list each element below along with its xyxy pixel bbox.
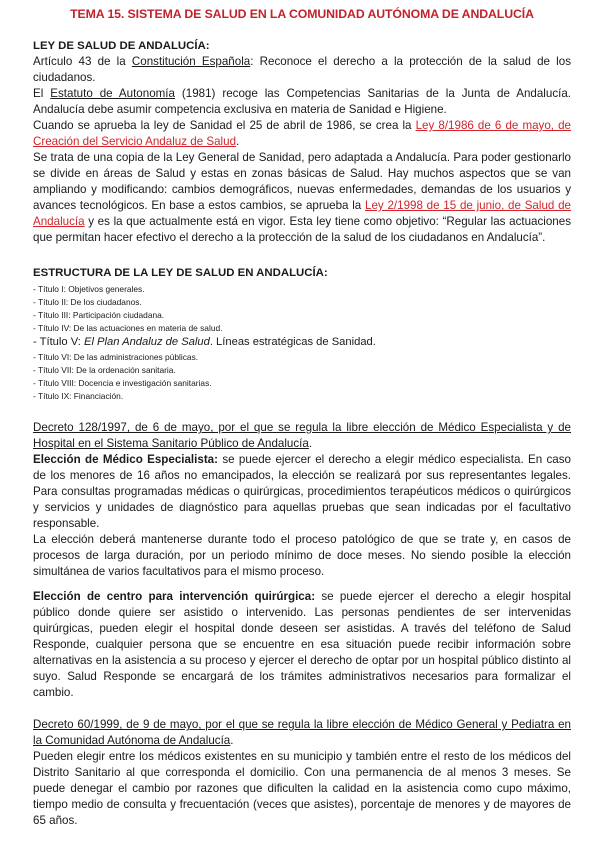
list-item: - Título VII: De la ordenación sanitaria. xyxy=(33,364,176,375)
paragraph-constitucion: Artículo 43 de la Constitución Española: Reconoce el derecho a la protección de la salud de los ciudadanos. xyxy=(33,55,571,84)
list-item: - Título IV: De las actuaciones en materia de salud. xyxy=(33,323,223,334)
ley-2-1998-link[interactable]: Ley 2/1998 de 15 de junio, de Salud de Andalucía xyxy=(33,199,571,228)
paragraph-ley-2-1998: Se trata de una copia de la Ley General de Sanidad, pero adaptada a Andalucía. Para poder gestionarlo se divide en áreas de Salud y estas en zonas básicas de Salud. Hay muchos aspectos que se van ampliando y modificando: cambios demográficos, nuevas enfermedades, demandas de los usuarios y avances tecnológicos. En base a estos cambios, se aprueba la Ley 2/1998 de 15 de junio, de Salud de Andalucía y es la que actualmente está en vigor. Esta ley tiene como objetivo: “Regular las actuaciones que permitan hacer efectivo el derecho a la protección de la salud de los ciudadanos en Andalucía”. xyxy=(33,151,571,244)
section-heading-estructura: ESTRUCTURA DE LA LEY DE SALUD EN ANDALUCÍA: xyxy=(33,267,328,279)
list-item: - Título V: El Plan Andaluz de Salud. Líneas estratégicas de Sanidad. xyxy=(33,336,376,349)
constitucion-reference: Constitución Española xyxy=(131,55,251,68)
paragraph-estatuto: El Estatuto de Autonomía (1981) recoge las Competencias Sanitarias de la Junta de Andalucía. Andalucía debe asumir competencia exclusiva en materia de Sanidad e Higiene. xyxy=(33,87,572,116)
paragraph-eleccion-duracion: La elección deberá mantenerse durante todo el proceso patológico de que se trate y, en casos de procesos de larga duración, por un periodo mínimo de doce meses. No siendo posible la elección simultánea de varios facultativos para el mismo proceso. xyxy=(33,533,571,579)
decreto-128-heading: Decreto 128/1997, de 6 de mayo, por el que se regula la libre elección de Médico Especialista y de Hospital en el Sistema Sanitario Público de Andalucía. xyxy=(33,421,571,451)
decreto-60-heading: Decreto 60/1999, de 9 de mayo, por el que se regula la libre elección de Médico General y Pediatra en la Comunidad Autónoma de Andalucía. xyxy=(33,718,571,748)
list-item: - Título VIII: Docencia e investigación sanitarias. xyxy=(33,378,212,389)
estatuto-reference: Estatuto de Autonomía xyxy=(50,87,175,100)
paragraph-eleccion-centro: Elección de centro para intervención quirúrgica: se puede ejercer el derecho a elegir hospital público donde quiere ser asistido o intervenido. Las personas pendientes de ser intervenidas quirúrgicas, pueden elegir el hospital donde deseen ser asistidas. A través del teléfono de Salud Responde, cualquier persona que se encuentre en esa situación puede recibir información sobre alternativas en la asistencia a su proceso y ejercer el derecho de optar por un hospital público distinto al suyo. Salud Responde se encargará de los trámites administrativos necesarios para formalizar el cambio. xyxy=(33,590,571,700)
list-item: - Título VI: De las administraciones públicas. xyxy=(33,351,199,362)
paragraph-ley-8-1986: Cuando se aprueba la ley de Sanidad el 25 de abril de 1986, se crea la Ley 8/1986 de 6 de mayo, de Creación del Servicio Andaluz de Salud. xyxy=(33,119,571,148)
ley-8-1986-link[interactable]: Ley 8/1986 de 6 de mayo, de Creación del Servicio Andaluz de Salud xyxy=(33,119,571,148)
page-title: TEMA 15. SISTEMA DE SALUD EN LA COMUNIDAD AUTÓNOMA DE ANDALUCÍA xyxy=(70,7,534,21)
paragraph-medico-general: Pueden elegir entre los médicos existentes en su municipio y también entre el resto de los médicos del Distrito Sanitario al que corresponda el domicilio. Con una permanencia de al menos 3 meses. Se puede denegar el cambio por razones que dificulten la calidad en la asistencia como cupo máximo, tiempo medio de consulta y frecuentación (veces que asistes), porcentaje de menores y de mayores de 65 años. xyxy=(33,750,571,828)
titulos-list xyxy=(33,283,571,403)
list-item: - Título III: Participación ciudadana. xyxy=(33,310,165,321)
paragraph-eleccion-especialista: Elección de Médico Especialista: se puede ejercer el derecho a elegir médico especialista. En caso de los menores de 16 años no emancipados, la elección se realizará por sus representantes legales. Para consultas programadas médicas o quirúrgicas, procedimientos terapéuticos médicos o quirúrgicos y servicios y unidades de diagnóstico para aquellas pruebas que sean indicadas por el facultativo responsable. xyxy=(33,453,571,531)
list-item: - Título I: Objetivos generales. xyxy=(33,284,145,294)
document-page xyxy=(33,7,571,829)
list-item: - Título IX: Financiación. xyxy=(33,391,124,402)
list-item: - Título II: De los ciudadanos. xyxy=(33,297,142,308)
section-heading-ley: LEY DE SALUD DE ANDALUCÍA: xyxy=(33,40,210,52)
